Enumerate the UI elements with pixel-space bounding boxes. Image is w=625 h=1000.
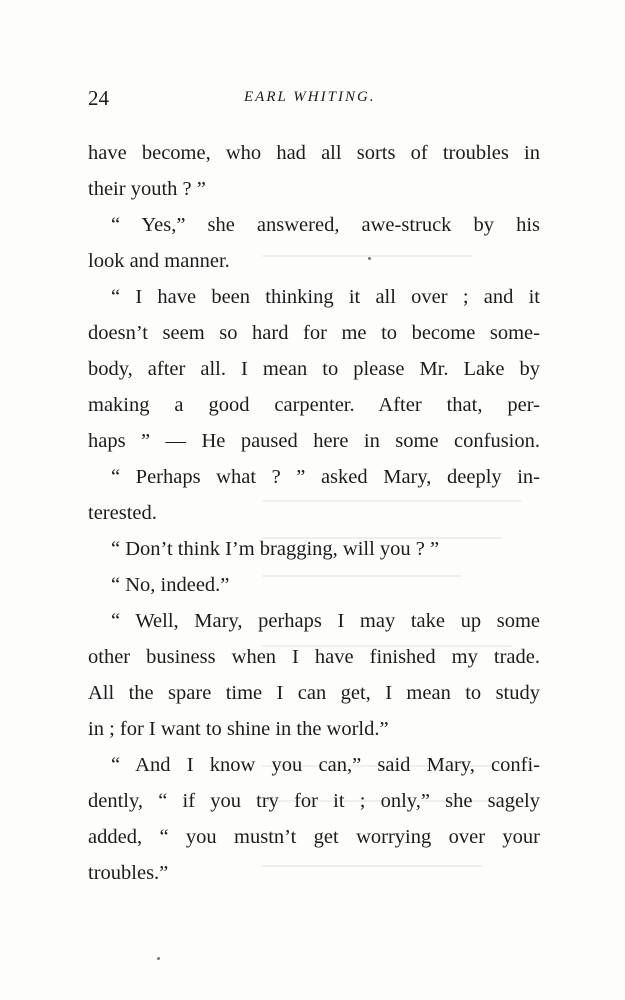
text-line: “ Yes,” she answered, awe-struck by his xyxy=(111,214,540,236)
running-head xyxy=(88,86,540,116)
paper-speck xyxy=(157,957,160,960)
text-line: “ I have been thinking it all over ; and it xyxy=(111,286,540,308)
text-line: look and manner. xyxy=(88,250,230,272)
text-line: “ Don’t think I’m bragging, will you ? ” xyxy=(111,538,440,560)
text-line: doesn’t seem so hard for me to become some- xyxy=(88,322,540,344)
text-line: added, “ you mustn’t get worrying over your xyxy=(88,826,540,848)
text-line: have become, who had all sorts of troubles in xyxy=(88,142,540,164)
text-line: their youth ? ” xyxy=(88,178,206,200)
text-line: All the spare time I can get, I mean to study xyxy=(88,682,540,704)
text-line: “ And I know you can,” said Mary, confi- xyxy=(111,754,540,776)
text-line: terested. xyxy=(88,502,157,524)
text-line: “ Well, Mary, perhaps I may take up some xyxy=(111,610,540,632)
text-line: “ Perhaps what ? ” asked Mary, deeply in- xyxy=(111,466,540,488)
text-line: body, after all. I mean to please Mr. Lake by xyxy=(88,358,540,380)
page-number: 24 xyxy=(88,86,109,110)
body-text xyxy=(88,135,540,891)
text-line: “ No, indeed.” xyxy=(111,574,230,596)
text-line: dently, “ if you try for it ; only,” she sagely xyxy=(88,790,540,812)
text-line: haps ” — He paused here in some confusion. xyxy=(88,430,540,452)
text-line: making a good carpenter. After that, per- xyxy=(88,394,540,416)
running-title: EARL WHITING. xyxy=(244,89,376,105)
text-line: other business when I have finished my trade. xyxy=(88,646,540,668)
text-line: troubles.” xyxy=(88,862,169,884)
text-line: in ; for I want to shine in the world.” xyxy=(88,718,389,740)
